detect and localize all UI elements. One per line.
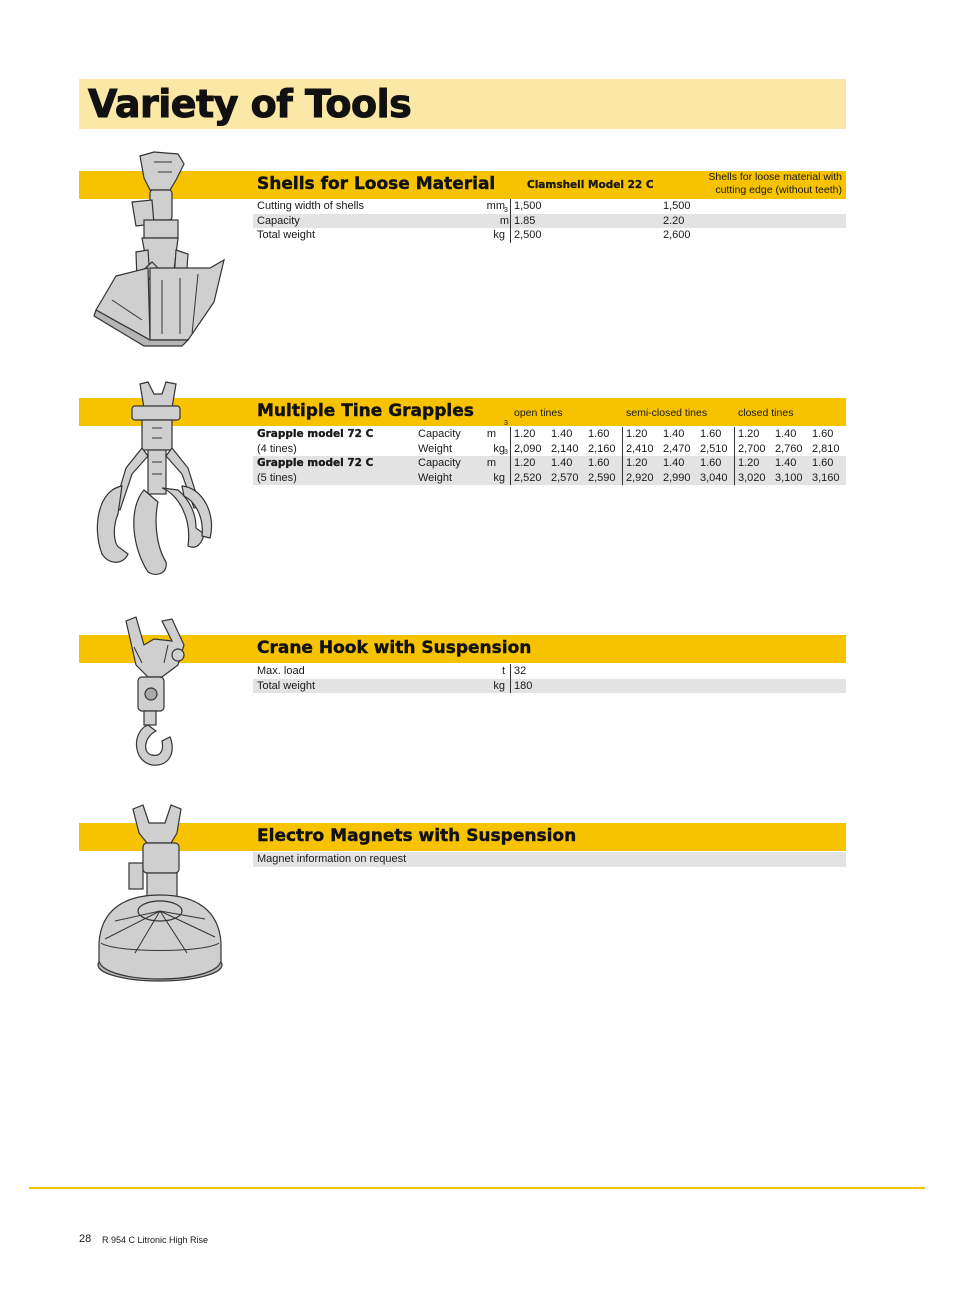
shells-model: Clamshell Model 22 C — [527, 179, 654, 191]
hook-row-load: Max. load t 32 — [257, 665, 527, 677]
hook-row-weight: Total weight kg 180 — [253, 679, 846, 694]
page-title: Variety of Tools — [88, 82, 412, 126]
grapples-col-semi: semi-closed tines — [626, 407, 708, 419]
magnets-heading: Electro Magnets with Suspension — [257, 826, 577, 846]
product-name: R 954 C Litronic High Rise — [102, 1235, 209, 1245]
footer-line — [29, 1187, 925, 1189]
grapples-row-b-capacity: Grapple model 72 C Capacity m 3 1.20 1.40 1.60 1.20 1.40 1.60 1.20 1.40 1.60 — [253, 456, 846, 471]
magnets-note: Magnet information on request — [257, 853, 407, 865]
shells-heading: Shells for Loose Material — [257, 174, 496, 194]
hook-heading: Crane Hook with Suspension — [257, 638, 532, 658]
electro-magnet-image — [95, 803, 225, 985]
grapples-row-b-weight: (5 tines) Weight kg 2,520 2,570 2,590 2,920 2,990 3,040 3,020 3,100 3,160 — [253, 471, 846, 486]
page-number: 28 — [79, 1233, 92, 1245]
grapple-image — [92, 378, 222, 578]
shells-note — [708, 171, 842, 197]
crane-hook-image — [118, 615, 198, 770]
shells-note-line1: Shells for loose material with — [708, 171, 842, 183]
title-bar — [79, 79, 846, 129]
grapples-row-a-capacity: Grapple model 72 C Capacity m 1.20 1.40 1.60 1.20 1.40 1.60 1.20 1.40 1.60 — [257, 428, 834, 440]
grapples-col-open: open tines — [514, 407, 563, 419]
grapples-col-closed: closed tines — [738, 407, 794, 419]
clamshell-image — [92, 150, 242, 350]
shells-row-capacity: Capacity m 3 1.85 2.20 — [253, 214, 846, 229]
magnets-row-note — [253, 852, 846, 867]
shells-row-width: Cutting width of shells mm 1,500 1,500 — [257, 200, 691, 212]
grapples-row-a-weight: (4 tines) Weight kg 2,090 2,140 2,160 2,410 2,470 2,510 2,700 2,760 2,810 — [257, 442, 840, 455]
grapples-heading: Multiple Tine Grapples — [257, 401, 474, 421]
shells-note-line2: cutting edge (without teeth) — [715, 184, 842, 196]
shells-row-weight: Total weight kg 2,500 2,600 — [257, 229, 691, 241]
